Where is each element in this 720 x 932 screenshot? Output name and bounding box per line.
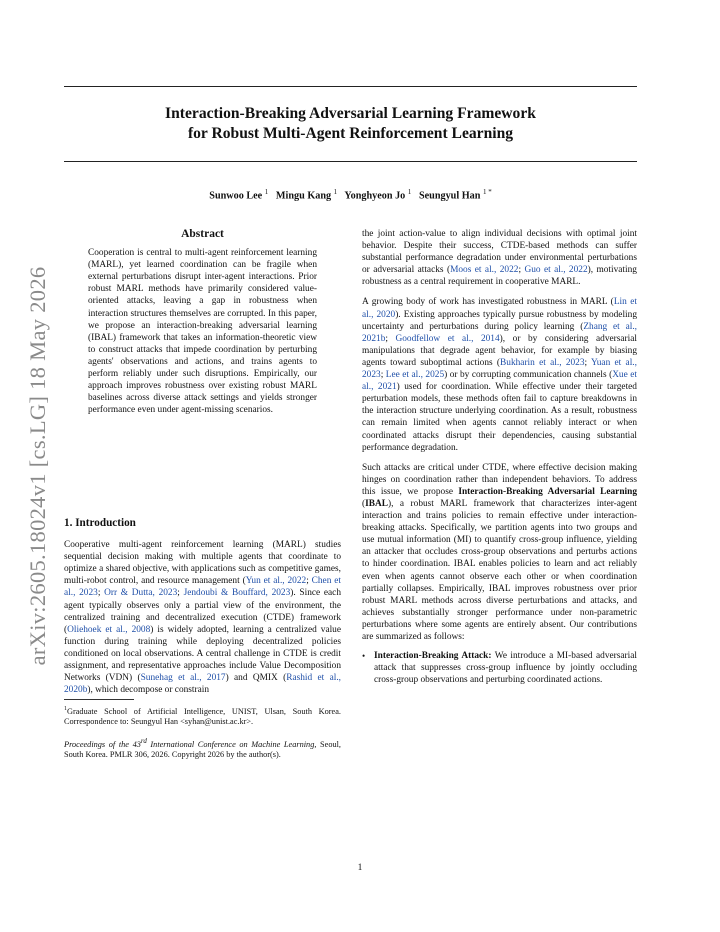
- citation-link[interactable]: Xue et al., 2021: [362, 370, 637, 393]
- bullet-icon: •: [362, 651, 366, 662]
- citation-link[interactable]: Goodfellow et al., 2014: [395, 333, 500, 344]
- citation-link[interactable]: Zhang et al., 2021b: [362, 321, 638, 344]
- page-number: 1: [357, 863, 363, 873]
- title-line-1: Interaction-Breaking Adversarial Learning Framework: [165, 105, 536, 122]
- top-rule: [64, 86, 637, 87]
- citation-link[interactable]: Lin et al., 2020: [362, 297, 637, 320]
- citation-link[interactable]: Chen et al., 2023: [64, 576, 341, 599]
- citation-link[interactable]: Rashid et al., 2020b: [64, 673, 341, 696]
- citation-link[interactable]: Yuan et al., 2023: [362, 357, 637, 381]
- citation-link[interactable]: Yun et al., 2022: [245, 576, 307, 587]
- footnote: $^1$Graduate School of Artificial Intelligence, UNIST, Ulsan, South Korea. Correspondence to: Seungyul Han <syhan@unist.ac.kr>.: [64, 706, 341, 727]
- introduction-section: [64, 517, 341, 760]
- author: Seungyul Han: [418, 190, 481, 202]
- contribution-bullet: • Interaction-Breaking Attack: We introduce a MI-based adversarial attack that suppresses cross-group influence by jointly occluding cross-group observations and perturbing coordinated actions.: [362, 651, 637, 686]
- left-column: [64, 228, 341, 416]
- citation-link[interactable]: Moos et al., 2022: [450, 265, 519, 276]
- abstract-heading: Abstract: [181, 228, 224, 240]
- citation-link[interactable]: Sunehag et al., 2017: [140, 673, 226, 684]
- intro-paragraph: Cooperative multi-agent reinforcement learning (MARL) studies sequential decision making with multiple agents that coordinate to optimize a shared objective, with applications such as competitive games, multi-robot control, and resource management (Yun et al., 2022; Chen et al., 2023; Orr & Dutta, 2023; Jendoubi & Bouffard, 2023). Since each agent typically observes only a partial view of the environment, the centralized training and decentralized execution (CTDE) framework (Oliehoek et al., 2008) is widely adopted, learning a centralized value function during training while deploying decentralized policies conditioned on local observations. A central challenge in CTDE is credit assignment, and representative approaches include Value Decomposition Networks (VDN) (Sunehag et al., 2017) and QMIX (Rashid et al., 2020b), which decompose or constrain: [64, 540, 342, 696]
- citation-link[interactable]: Orr & Dutta, 2023: [104, 588, 178, 599]
- intro-paragraph: the joint action-value to align individual decisions with optimal joint behavior. Despite their success, CTDE-based methods can suffer substantial performance degradation under environmental perturbations or adversarial attacks (Moos et al., 2022; Guo et al., 2022), motivating robustness as a central requirement in cooperative MARL.: [362, 229, 637, 288]
- right-column: [362, 228, 637, 686]
- author-list: Sunwoo Lee $^1$ Mingu Kang $^1$ Yonghyeon Jo $^1$ Seungyul Han $^{1 *}$: [209, 188, 492, 202]
- citation-link[interactable]: Lee et al., 2025: [385, 370, 445, 381]
- title-line-2: for Robust Multi-Agent Reinforcement Learning: [187, 125, 514, 142]
- author: Mingu Kang: [275, 190, 332, 202]
- author: Yonghyeon Jo: [344, 190, 406, 202]
- abstract-text: Cooperation is central to multi-agent reinforcement learning (MARL), yet learned coordination can be fragile when external perturbations disrupt inter-agent interactions. Prior robust MARL methods have primarily considered value-oriented attacks, leaving a gap in robustness when interaction structures themselves are corrupted. In this paper, we propose an interaction-breaking adversarial learning (IBAL) framework that takes an information-theoretic view to construct attacks that impede coordination by perturbing agents' observations and actions, and trains agents to perform reliably under such disruptions. Empirically, our approach improves robustness over existing robust MARL baselines across diverse attack settings and yields stronger performance even under agent-missing scenarios.: [88, 248, 317, 416]
- citation-link[interactable]: Bukharin et al., 2023: [500, 357, 585, 368]
- bottom-title-rule: [64, 161, 637, 162]
- citation-link[interactable]: Jendoubi & Bouffard, 2023: [183, 588, 291, 599]
- intro-paragraph: Such attacks are critical under CTDE, where effective decision making hinges on coordination rather than independent behaviors. To address this issue, we propose Interaction-Breaking Adversarial Learning (IBAL), a robust MARL framework that characterizes inter-agent interaction and trains policies to remain effective under interaction-breaking attacks. Specifically, we partition agents into two groups and use mutual information (MI) to quantify cross-group influence, yielding an attacker that occludes cross-group observations and perturbs actions to hinder coordination. IBAL enables policies to learn and act reliably even when agents cannot observe each other or when coordination partially collapses. Empirically, IBAL improves robustness over prior robust MARL methods across diverse perturbations and attacks, and achieves substantially stronger performance under non-parametric perturbations where some agents are entirely absent. Our contributions are summarized as follows:: [362, 462, 637, 642]
- paper-title: [64, 104, 637, 144]
- proceedings-note: Proceedings of the 43rd International Conference on Machine Learning, Seoul, South Korea. PMLR 306, 2026. Copyright 2026 by the author(s).: [64, 738, 342, 759]
- section-heading: 1. Introduction: [64, 517, 136, 529]
- author: Sunwoo Lee: [209, 190, 263, 202]
- intro-paragraph: A growing body of work has investigated robustness in MARL (Lin et al., 2020). Existing approaches typically pursue robustness by modeling uncertainty and perturbations during policy learning (Zhang et al., 2021b; Goodfellow et al., 2014), or by considering adversarial manipulations that degrade agent behavior, for example by biasing agents toward suboptimal actions (Bukharin et al., 2023; Yuan et al., 2023; Lee et al., 2025) or by corrupting communication channels (Xue et al., 2021) used for coordination. While effective under their targeted perturbation models, these methods often fail to capture breakdowns in the interaction structure underlying coordination. As a result, robustness can remain limited when agents cannot reliably interact or when coordinated attacks disrupt their dependencies, causing substantial performance degradation.: [362, 297, 638, 453]
- footnote-rule: [64, 699, 134, 700]
- citation-link[interactable]: Oliehoek et al., 2008: [67, 624, 151, 635]
- citation-link[interactable]: Guo et al., 2022: [524, 265, 588, 276]
